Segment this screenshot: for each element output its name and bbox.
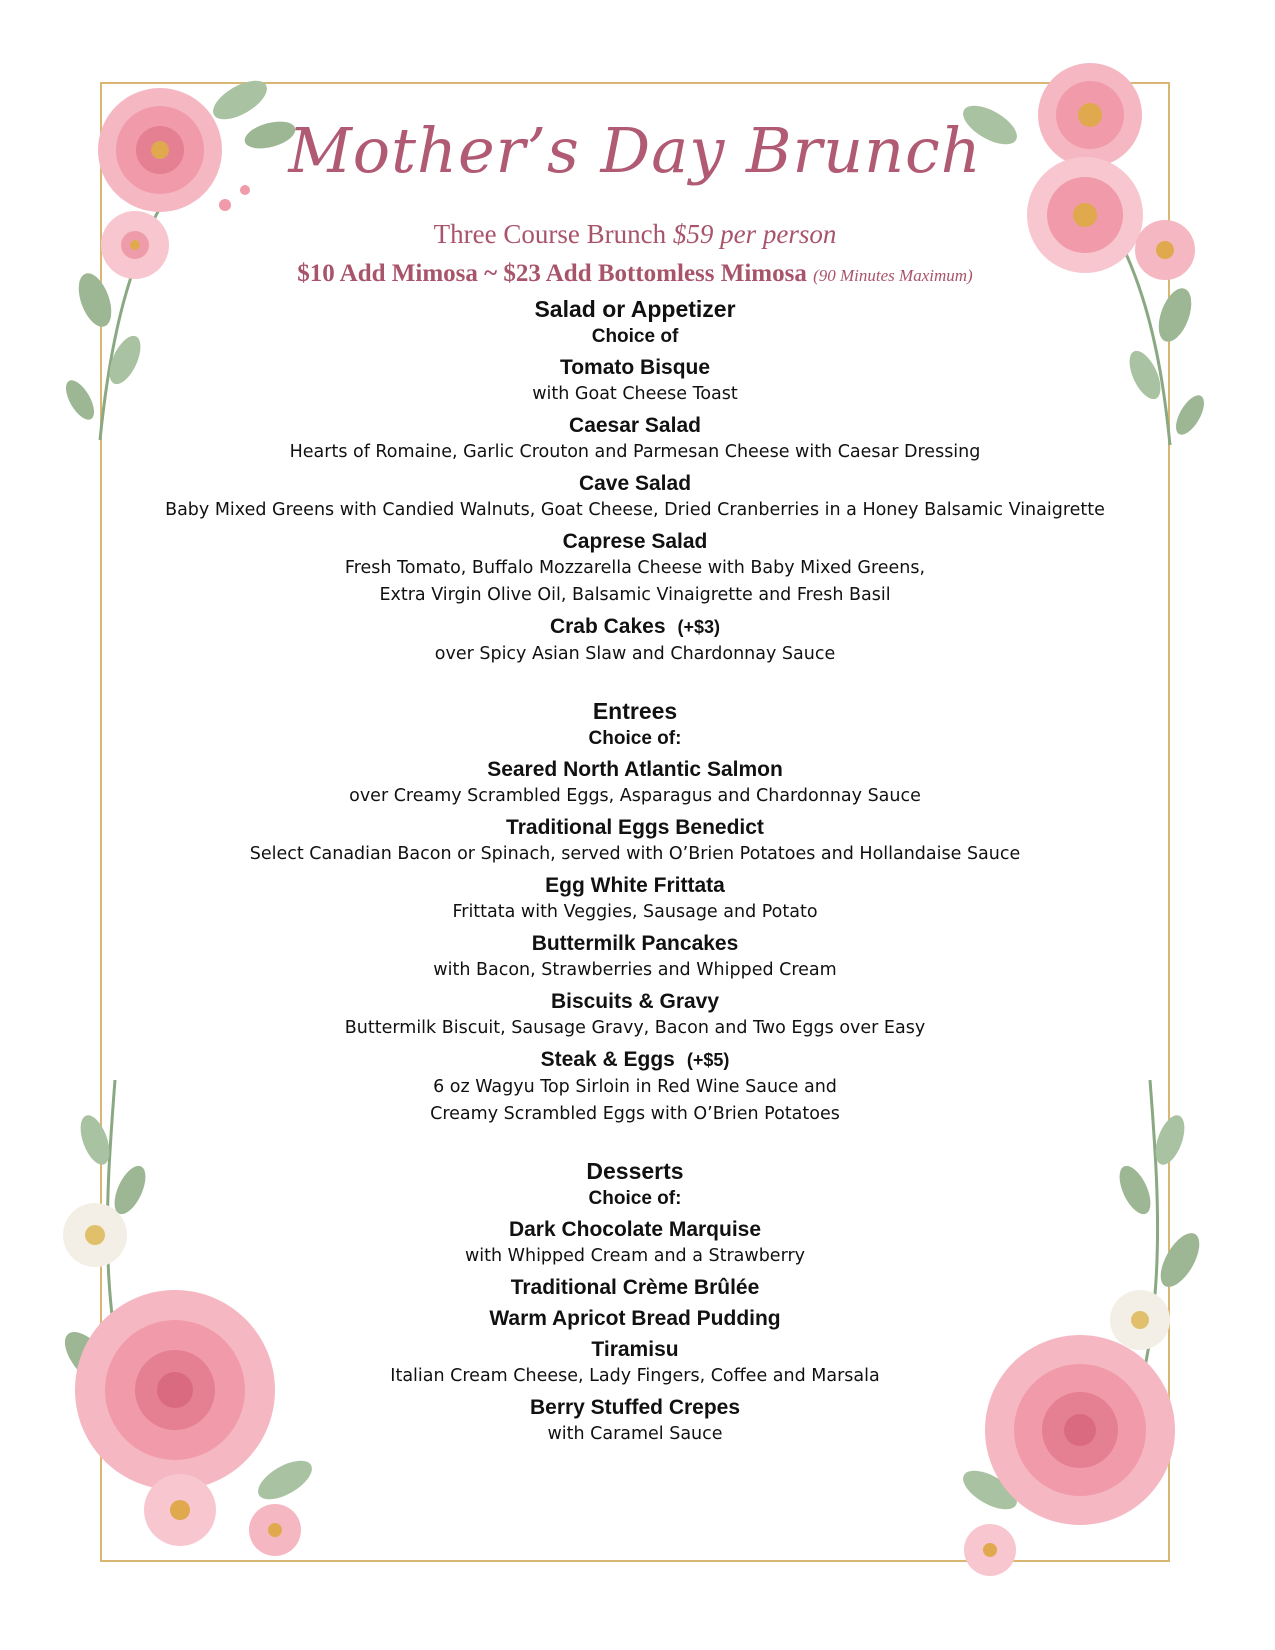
dish-name-text: Traditional Eggs Benedict [506, 816, 764, 839]
dish-name [120, 1216, 1150, 1243]
dish-description: with Goat Cheese Toast [532, 384, 738, 404]
dish-upcharge: (+$5) [686, 1050, 730, 1070]
dish-name [120, 613, 1150, 641]
menu-item [120, 930, 1150, 984]
dish-description: over Spicy Asian Slaw and Chardonnay Sauce [434, 644, 836, 664]
dish-name [120, 1274, 1150, 1301]
dessert-heading: Desserts [586, 1158, 684, 1184]
dish-description: 6 oz Wagyu Top Sirloin in Red Wine Sauce and [433, 1077, 837, 1097]
dish-name [120, 412, 1150, 439]
dish-name [120, 1046, 1150, 1074]
dish-description: Baby Mixed Greens with Candied Walnuts, Goat Cheese, Dried Cranberries in a Honey Balsamic Vinaigrette [165, 500, 1105, 520]
price-line [120, 216, 1150, 252]
dish-description: Frittata with Veggies, Sausage and Potato [452, 902, 818, 922]
dish-name-text: Traditional Crème Brûlée [510, 1276, 760, 1299]
dish-name-text: Crab Cakes [549, 615, 666, 638]
dish-description: with Whipped Cream and a Strawberry [464, 1246, 806, 1266]
mimosa-note: (90 Minutes Maximum) [813, 266, 973, 285]
menu-item [120, 354, 1150, 408]
menu-item [120, 1336, 1150, 1390]
dish-name-text: Steak & Eggs [540, 1048, 675, 1071]
appetizer-choice-label: Choice of [591, 326, 679, 347]
menu-item [120, 1216, 1150, 1270]
dish-name [120, 756, 1150, 783]
price-line-price: $59 per person [672, 219, 837, 249]
menu-title: Mother’s Day Brunch [288, 114, 982, 187]
dish-description: Extra Virgin Olive Oil, Balsamic Vinaigrette and Fresh Basil [379, 585, 891, 605]
dish-name [120, 470, 1150, 497]
dish-name-text: Caesar Salad [569, 414, 701, 437]
dish-description: Hearts of Romaine, Garlic Crouton and Parmesan Cheese with Caesar Dressing [289, 442, 981, 462]
dish-name [120, 1336, 1150, 1363]
menu-item [120, 1046, 1150, 1128]
dish-name-text: Biscuits & Gravy [550, 990, 720, 1013]
dish-name [120, 528, 1150, 555]
menu-item [120, 470, 1150, 524]
dessert-section [120, 1156, 1150, 1448]
dish-name [120, 930, 1150, 957]
dish-name-text: Berry Stuffed Crepes [529, 1396, 741, 1419]
entree-choice-label: Choice of: [588, 728, 682, 749]
dish-name [120, 1394, 1150, 1421]
menu-item [120, 613, 1150, 668]
menu-item [120, 1305, 1150, 1332]
dish-name-text: Dark Chocolate Marquise [508, 1218, 762, 1241]
menu-item [120, 528, 1150, 609]
menu-item [120, 814, 1150, 868]
menu-item [120, 872, 1150, 926]
mimosa-text: $10 Add Mimosa ~ $23 Add Bottomless Mimosa [297, 260, 807, 287]
dish-upcharge: (+$3) [677, 617, 721, 637]
dish-name [120, 1305, 1150, 1332]
dish-description: Select Canadian Bacon or Spinach, served with O’Brien Potatoes and Hollandaise Sauce [249, 844, 1021, 864]
dish-description: with Bacon, Strawberries and Whipped Cream [433, 960, 837, 980]
dish-name-text: Buttermilk Pancakes [531, 932, 739, 955]
mimosa-line [120, 256, 1150, 292]
dish-description: Italian Cream Cheese, Lady Fingers, Coffee and Marsala [390, 1366, 880, 1386]
menu-item [120, 1274, 1150, 1301]
menu-content [120, 108, 1150, 1448]
entree-heading: Entrees [592, 698, 678, 724]
dish-name-text: Cave Salad [578, 472, 692, 495]
dish-description: over Creamy Scrambled Eggs, Asparagus and Chardonnay Sauce [349, 786, 921, 806]
dish-name [120, 988, 1150, 1015]
dish-description: Creamy Scrambled Eggs with O’Brien Potatoes [430, 1104, 840, 1124]
entree-section [120, 696, 1150, 1128]
dish-description: Fresh Tomato, Buffalo Mozzarella Cheese with Baby Mixed Greens, [344, 558, 926, 578]
menu-item [120, 756, 1150, 810]
dessert-choice-label: Choice of: [588, 1188, 682, 1209]
dish-name [120, 872, 1150, 899]
menu-item [120, 988, 1150, 1042]
dish-name-text: Seared North Atlantic Salmon [487, 758, 783, 781]
dish-name [120, 814, 1150, 841]
dish-name-text: Tomato Bisque [559, 356, 711, 379]
dish-name-text: Egg White Frittata [545, 874, 725, 897]
appetizer-heading: Salad or Appetizer [534, 296, 736, 322]
menu-item [120, 1394, 1150, 1448]
price-line-label: Three Course Brunch [433, 219, 667, 249]
dish-description: Buttermilk Biscuit, Sausage Gravy, Bacon and Two Eggs over Easy [344, 1018, 926, 1038]
dish-name-text: Warm Apricot Bread Pudding [489, 1307, 781, 1330]
dish-name-text: Tiramisu [591, 1338, 679, 1361]
appetizer-section [120, 294, 1150, 668]
dish-name-text: Caprese Salad [562, 530, 708, 553]
menu-item [120, 412, 1150, 466]
dish-description: with Caramel Sauce [547, 1424, 723, 1444]
dish-name [120, 354, 1150, 381]
